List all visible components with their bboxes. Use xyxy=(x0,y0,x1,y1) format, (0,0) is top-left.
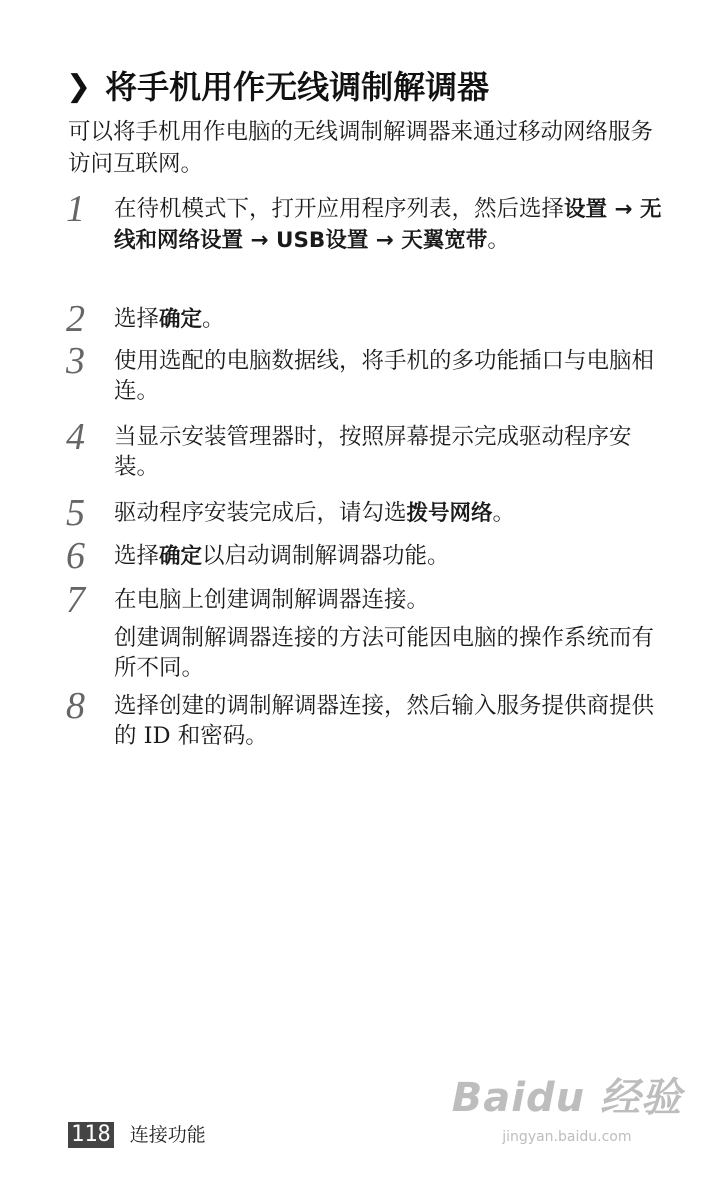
chevron-right-icon: ❯ xyxy=(66,69,92,104)
step-number: 8 xyxy=(66,685,85,727)
ok-label: 确定 xyxy=(159,544,203,569)
menu-path: 设置 → 无线和网络设置 → USB设置 → 天翼宽带 xyxy=(114,197,662,253)
page-title: 将手机用作无线调制解调器 xyxy=(105,68,490,106)
section-name: 连接功能 xyxy=(129,1124,206,1146)
step-item xyxy=(66,579,666,691)
dialup-network-label: 拨号网络 xyxy=(406,501,493,526)
step-text: 驱动程序安装完成后，请勾选拨号网络。 xyxy=(114,500,516,526)
step-item xyxy=(66,535,666,585)
step-item xyxy=(66,492,666,541)
step-item xyxy=(66,340,666,422)
page-number: 118 xyxy=(68,1122,114,1148)
step-item xyxy=(66,416,666,498)
step-text: 选择确定。 xyxy=(114,306,225,332)
step-number: 7 xyxy=(66,579,85,621)
step-item xyxy=(66,188,666,304)
step-text: 在待机模式下，打开应用程序列表，然后选择设置 → 无线和网络设置 → USB设置 → 天翼宽带。 xyxy=(114,196,662,253)
step-number: 2 xyxy=(66,298,85,340)
step-text: 在电脑上创建调制解调器连接。 xyxy=(114,587,430,613)
page-footer xyxy=(68,1122,206,1148)
step-note: 创建调制解调器连接的方法可能因电脑的操作系统而有所不同。 xyxy=(114,625,655,681)
watermark-url: jingyan.baidu.com xyxy=(502,1129,632,1145)
step-number: 1 xyxy=(66,188,85,230)
step-number: 6 xyxy=(66,535,85,577)
step-item xyxy=(66,298,666,346)
step-text: 选择创建的调制解调器连接，然后输入服务提供商提供的 ID 和密码。 xyxy=(114,693,655,749)
step-list xyxy=(66,188,666,761)
intro-paragraph: 可以将手机用作电脑的无线调制解调器来通过移动网络服务访问互联网。 xyxy=(68,119,654,177)
step-text: 使用选配的电脑数据线，将手机的多功能插口与电脑相连。 xyxy=(114,348,655,404)
step-number: 5 xyxy=(66,492,85,534)
step-text: 当显示安装管理器时，按照屏幕提示完成驱动程序安装。 xyxy=(114,424,632,480)
step-text: 选择确定以启动调制解调器功能。 xyxy=(114,543,450,569)
step-item xyxy=(66,685,666,761)
section-heading xyxy=(66,66,686,108)
step-number: 3 xyxy=(66,340,85,382)
ok-label: 确定 xyxy=(159,307,203,332)
step-number: 4 xyxy=(66,416,85,458)
baidu-watermark xyxy=(452,1076,682,1146)
watermark-logo: Baidu 经验 xyxy=(451,1075,682,1121)
